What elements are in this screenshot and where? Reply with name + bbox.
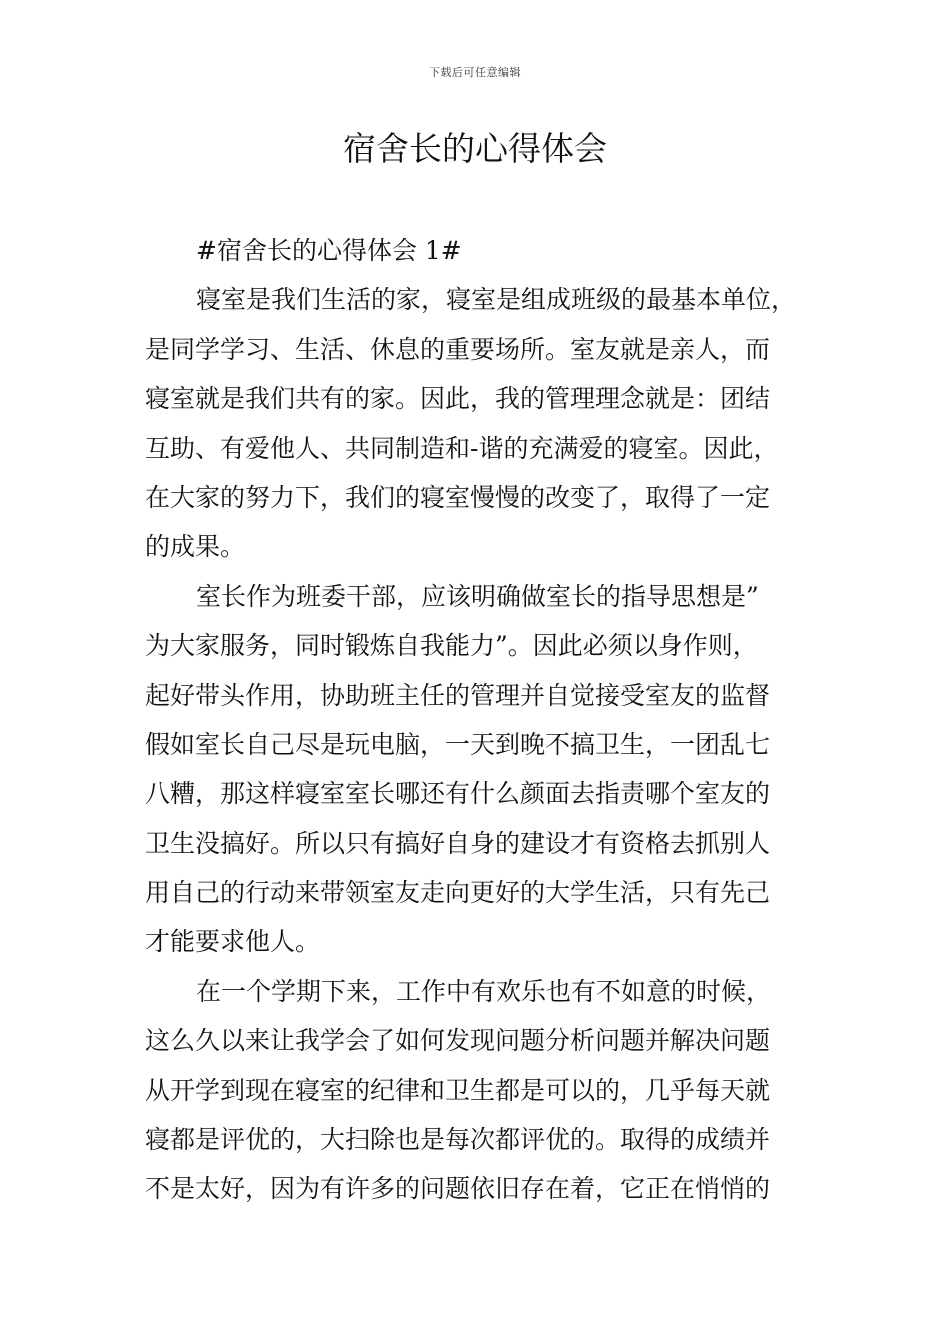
paragraph-line: 是同学学习、生活、休息的重要场所。室友就是亲人，而 xyxy=(145,334,771,364)
paragraph-line: 室长作为班委干部，应该明确做室长的指导思想是” xyxy=(196,581,759,611)
paragraph-line: 卫生没搞好。所以只有搞好自身的建设才有资格去抓别人 xyxy=(145,828,771,858)
paragraph-line: 寝室就是我们共有的家。因此，我的管理理念就是：团结 xyxy=(145,384,771,414)
paragraph-line: 寝都是评优的，大扫除也是每次都评优的。取得的成绩并 xyxy=(145,1125,771,1155)
paragraph-line: 八糟，那这样寝室室长哪还有什么颜面去指责哪个室友的 xyxy=(145,779,771,809)
paragraph-line: 起好带头作用，协助班主任的管理并自觉接受室友的监督 xyxy=(145,680,771,710)
paragraph-line: 这么久以来让我学会了如何发现问题分析问题并解决问题 xyxy=(145,1026,771,1056)
paragraph-line: 寝室是我们生活的家，寝室是组成班级的最基本单位， xyxy=(196,285,797,315)
paragraph-line: 在一个学期下来，工作中有欢乐也有不如意的时候， xyxy=(196,976,772,1006)
paragraph-line: 的成果。 xyxy=(145,532,246,562)
paragraph-line: 用自己的行动来带领室友走向更好的大学生活，只有先己 xyxy=(145,878,771,908)
document-title: 宿舍长的心得体会 xyxy=(343,129,607,168)
paragraph-line: 在大家的努力下，我们的寝室慢慢的改变了，取得了一定 xyxy=(145,482,771,512)
paragraph-line: 从开学到现在寝室的纪律和卫生都是可以的，几乎每天就 xyxy=(145,1075,771,1105)
paragraph-line: 不是太好，因为有许多的问题依旧存在着，它正在悄悄的 xyxy=(145,1174,771,1204)
paragraph-line: 假如室长自己尽是玩电脑，一天到晚不搞卫生，一团乱七 xyxy=(145,729,771,759)
paragraph-line: 互助、有爱他人、共同制造和-谐的充满爱的寝室。因此， xyxy=(145,433,779,463)
header-note: 下载后可任意编辑 xyxy=(429,66,521,79)
paragraph-line: 为大家服务，同时锻炼自我能力”。因此必须以身作则， xyxy=(145,631,758,661)
section-heading: #宿舍长的心得体会 1# xyxy=(196,236,462,265)
paragraph-line: 才能要求他人。 xyxy=(145,927,321,957)
document-body xyxy=(145,226,807,1214)
